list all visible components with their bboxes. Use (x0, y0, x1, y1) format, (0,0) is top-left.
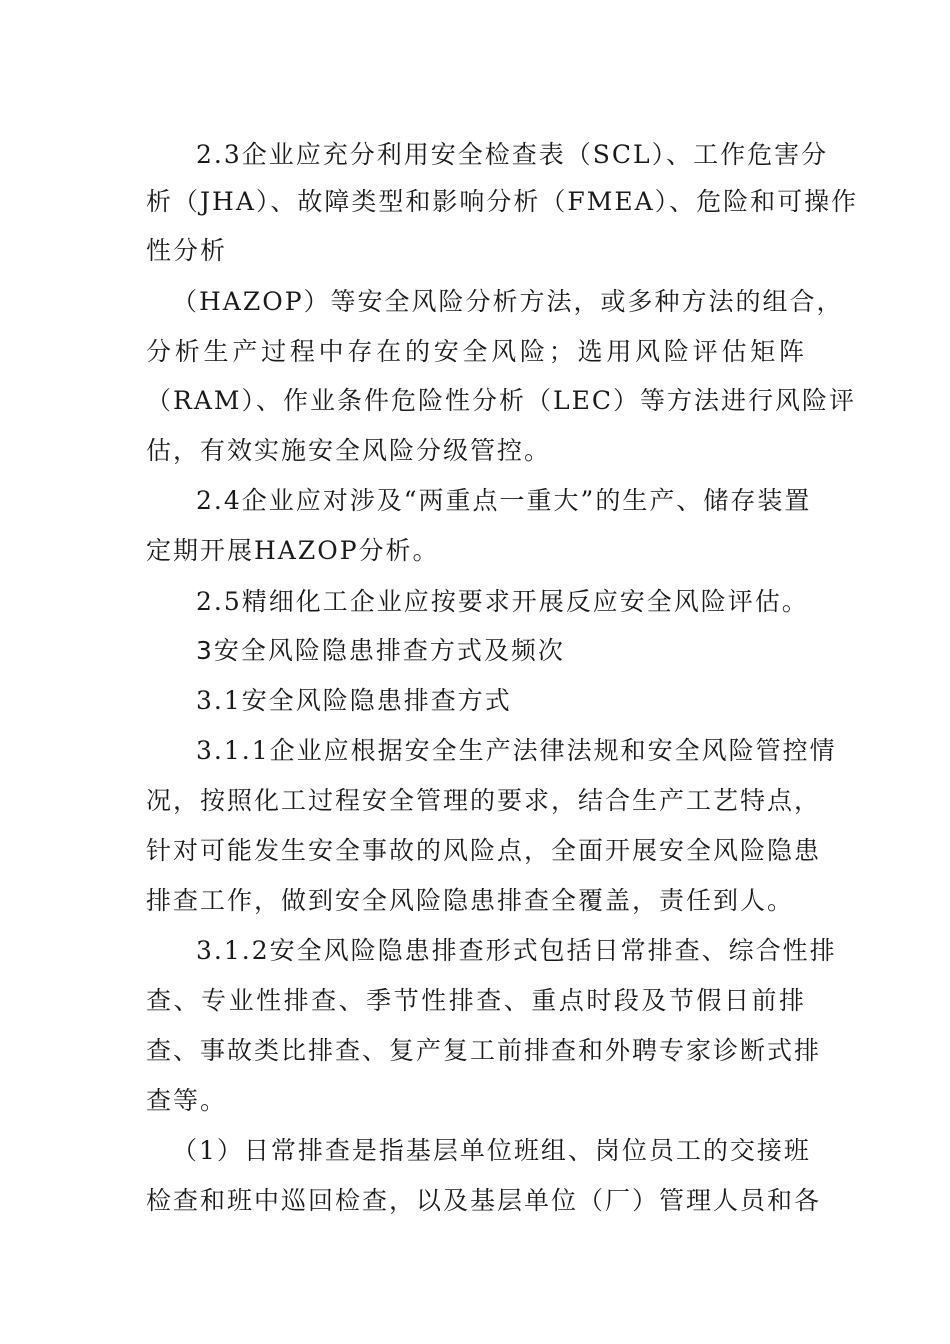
subsection-heading: 3.1安全风险隐患排查方式 (196, 686, 512, 715)
paragraph-line: 分析生产过程中存在的安全风险；选用风险评估矩阵 (146, 337, 806, 366)
paragraph-line: 定期开展HAZOP分析。 (146, 536, 440, 565)
paragraph-line: 检查和班中巡回检查，以及基层单位（厂）管理人员和各 (146, 1186, 822, 1215)
paragraph-line: 3.1.2安全风险隐患排查形式包括日常排查、综合性排 (196, 936, 837, 965)
paragraph-line: （1）日常排查是指基层单位班组、岗位员工的交接班 (172, 1136, 811, 1165)
paragraph-line: 2.4企业应对涉及“两重点一重大”的生产、储存装置 (196, 486, 812, 515)
paragraph-line: 查等。 (146, 1086, 228, 1115)
paragraph-line: 2.3企业应充分利用安全检查表（SCL）、工作危害分 (196, 140, 829, 169)
paragraph-line: 估，有效实施安全风险分级管控。 (146, 436, 552, 465)
paragraph-line: （RAM）、作业条件危险性分析（LEC）等方法进行风险评 (146, 386, 856, 415)
paragraph-line: 查、事故类比排查、复产复工前排查和外聘专家诊断式排 (146, 1036, 822, 1065)
paragraph-line: 况，按照化工过程安全管理的要求，结合生产工艺特点， (146, 786, 822, 815)
paragraph-line: 2.5精细化工企业应按要求开展反应安全风险评估。 (196, 587, 809, 616)
paragraph-line: 性分析 (146, 236, 228, 265)
paragraph-line: 析（JHA）、故障类型和影响分析（FMEA）、危险和可操作 (146, 187, 859, 216)
paragraph-line: 查、专业性排查、季节性排查、重点时段及节假日前排 (146, 986, 806, 1015)
section-heading: 3安全风险隐患排查方式及频次 (196, 636, 565, 665)
paragraph-line: （HAZOP）等安全风险分析方法，或多种方法的组合， (172, 287, 844, 316)
paragraph-line: 针对可能发生安全事故的风险点，全面开展安全风险隐患 (146, 836, 822, 865)
paragraph-line: 3.1.1企业应根据安全生产法律法规和安全风险管控情 (196, 736, 837, 765)
paragraph-line: 排查工作，做到安全风险隐患排查全覆盖，责任到人。 (146, 886, 795, 915)
